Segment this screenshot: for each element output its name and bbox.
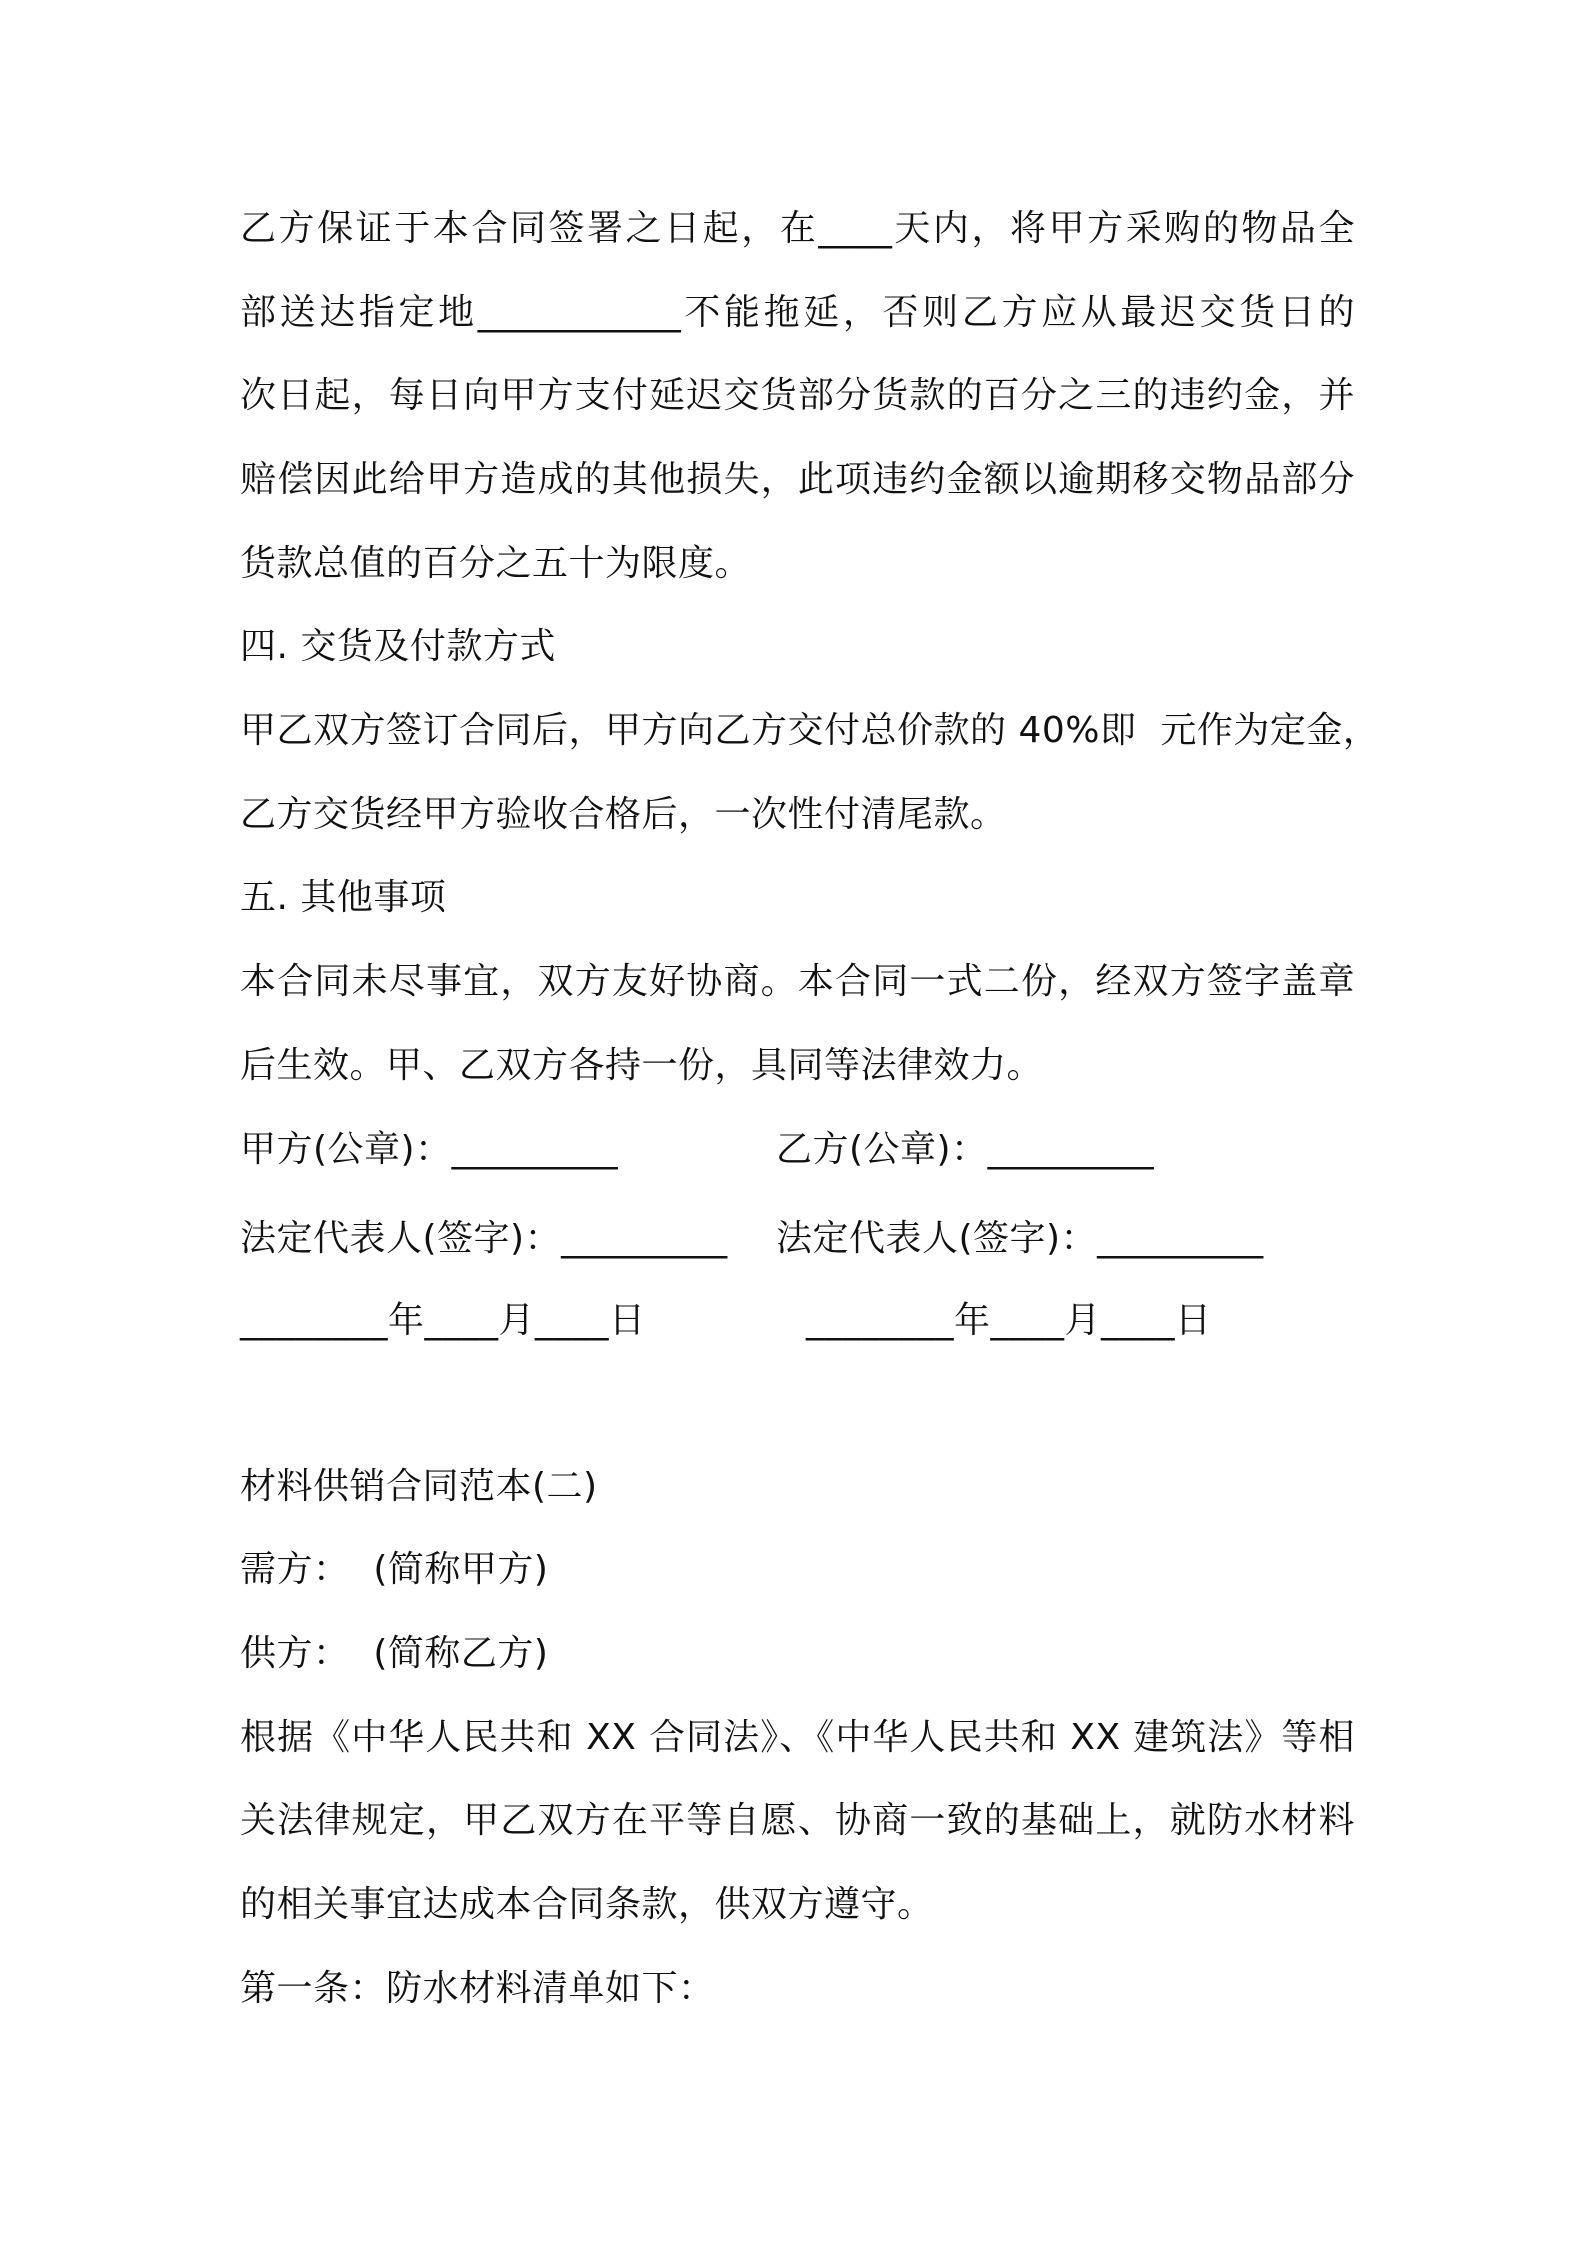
delivery-clause-line-1: 乙方保证于本合同签署之日起，在____天内，将甲方采购的物品全 [240, 208, 1355, 249]
preamble-line-2: 关法律规定，甲乙双方在平等自愿、协商一致的基础上，就防水材料 [240, 1800, 1355, 1841]
delivery-clause-line-4: 赔偿因此给甲方造成的其他损失，此项违约金额以逾期移交物品部分 [240, 459, 1355, 500]
section-four-heading: 四. 交货及付款方式 [240, 626, 556, 667]
section-four-line-2: 乙方交货经甲方验收合格后，一次性付清尾款。 [240, 794, 1007, 835]
party-a-representative: 法定代表人(签字)：_________ [240, 1218, 728, 1259]
party-b-date: ________年____月____日 [806, 1300, 1212, 1341]
delivery-clause-line-3: 次日起，每日向甲方支付延迟交货部分货款的百分之三的违约金，并 [240, 375, 1355, 416]
preamble-line-1: 根据《中华人民共和 XX 合同法》、《中华人民共和 XX 建筑法》等相 [240, 1717, 1355, 1758]
demander-line: 需方： (简称甲方) [240, 1549, 549, 1590]
contract-two-title: 材料供销合同范本(二) [240, 1466, 598, 1507]
article-one-heading: 第一条：防水材料清单如下： [240, 1968, 715, 2009]
supplier-line: 供方： (简称乙方) [240, 1633, 549, 1674]
section-five-line-2: 后生效。甲、乙双方各持一份，具同等法律效力。 [240, 1045, 1044, 1086]
delivery-clause-line-5: 货款总值的百分之五十为限度。 [240, 543, 752, 584]
party-b-seal: 乙方(公章)：_________ [776, 1129, 1155, 1170]
party-a-date: ________年____月____日 [240, 1300, 646, 1341]
party-a-seal: 甲方(公章)：_________ [240, 1129, 619, 1170]
section-five-line-1: 本合同未尽事宜，双方友好协商。本合同一式二份，经双方签字盖章 [240, 961, 1355, 1002]
section-five-heading: 五. 其他事项 [240, 877, 447, 918]
party-b-representative: 法定代表人(签字)：_________ [776, 1218, 1264, 1259]
section-four-line-1: 甲乙双方签订合同后，甲方向乙方交付总价款的 40%即 元作为定金， [240, 710, 1380, 751]
preamble-line-3: 的相关事宜达成本合同条款，供双方遵守。 [240, 1884, 934, 1925]
delivery-clause-line-2: 部送达指定地___________不能拖延，否则乙方应从最迟交货日的 [240, 292, 1355, 333]
